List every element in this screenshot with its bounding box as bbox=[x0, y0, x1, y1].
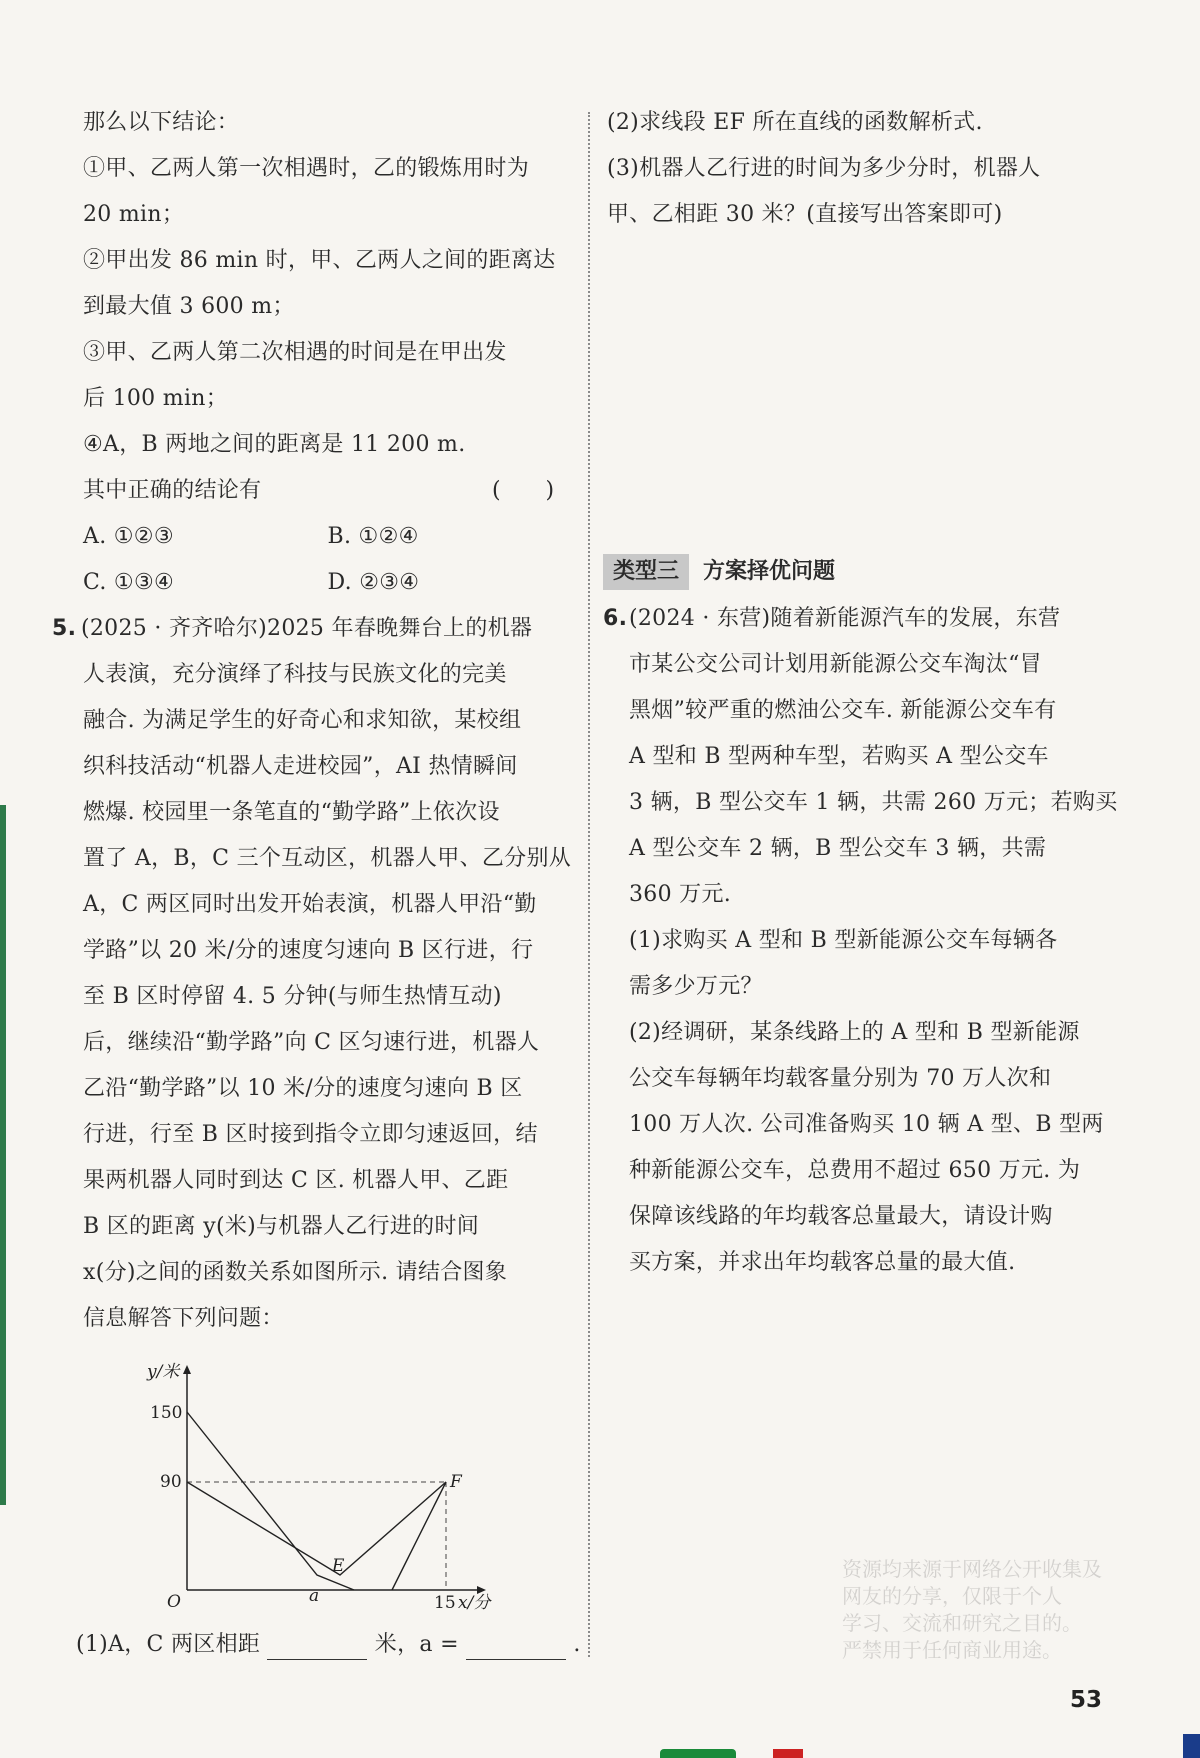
watermark-line: 网友的分享，仅限于个人 bbox=[842, 1584, 1062, 1608]
origin-label: O bbox=[167, 1592, 181, 1612]
y-axis-label: y/米 bbox=[147, 1362, 180, 1382]
right-column-lower bbox=[603, 546, 1167, 1294]
q6-line: 需多少万元？ bbox=[629, 974, 763, 999]
q4-conclusion-1a: ①甲、乙两人第一次相遇时，乙的锻炼用时为 bbox=[83, 156, 530, 181]
q6-line: A 型公交车 2 辆，B 型公交车 3 辆，共需 bbox=[629, 836, 1047, 861]
q5-part-1-text-c: . bbox=[573, 1632, 581, 1657]
q5-line: 置了 A，B，C 三个互动区，机器人甲、乙分别从 bbox=[83, 846, 572, 871]
question-number: 6. bbox=[603, 606, 628, 631]
q5-line: 信息解答下列问题： bbox=[83, 1306, 284, 1331]
q5-line: x(分)之间的函数关系如图所示. 请结合图象 bbox=[83, 1260, 508, 1285]
option-d: D. ②③④ bbox=[327, 570, 420, 595]
q5-line-1: 5. (2025 · 齐齐哈尔)2025 年春晚舞台上的机器 bbox=[52, 614, 572, 660]
q5-line: B 区的距离 y(米)与机器人乙行进的时间 bbox=[83, 1214, 480, 1239]
right-column bbox=[607, 108, 1127, 246]
q5-part-3a: (3)机器人乙行进的时间为多少分时，机器人 bbox=[607, 156, 1041, 181]
q6-line: 保障该线路的年均载客总量最大，请设计购 bbox=[629, 1204, 1053, 1229]
answer-blank-a[interactable] bbox=[466, 1635, 566, 1660]
q6-line: 种新能源公交车，总费用不超过 650 万元. 为 bbox=[629, 1158, 1081, 1183]
watermark-line: 学习、交流和研究之目的。 bbox=[842, 1611, 1082, 1635]
binding-edge bbox=[0, 805, 6, 1505]
q5-line: 行进，行至 B 区时接到指令立即匀速返回，结 bbox=[83, 1122, 538, 1147]
q4-options-row-1 bbox=[52, 522, 572, 568]
q5-line: A，C 两区同时出发开始表演，机器人甲沿“勤 bbox=[83, 892, 537, 917]
section-tag: 类型三 bbox=[603, 554, 689, 590]
q6-line: 3 辆，B 型公交车 1 辆，共需 260 万元；若购买 bbox=[629, 790, 1118, 815]
robot-jia-line-2 bbox=[392, 1482, 446, 1590]
q5-line: 后，继续沿“勤学路”向 C 区匀速行进，机器人 bbox=[83, 1030, 540, 1055]
q4-conclusion-3a: ③甲、乙两人第二次相遇的时间是在甲出发 bbox=[83, 340, 507, 365]
y-axis-arrow-icon bbox=[183, 1365, 191, 1374]
watermark bbox=[842, 1556, 1102, 1664]
q4-ask bbox=[52, 476, 572, 522]
q5-line: 学路”以 20 米/分的速度匀速向 B 区行进，行 bbox=[83, 938, 534, 963]
point-f-label: F bbox=[450, 1472, 462, 1492]
q6-line: 黑烟”较严重的燃油公交车. 新能源公交车有 bbox=[629, 698, 1057, 723]
q6-line: 100 万人次. 公司准备购买 10 辆 A 型、B 型两 bbox=[629, 1112, 1104, 1137]
color-mark-red bbox=[773, 1749, 803, 1758]
q4-conclusion-1b: 20 min； bbox=[83, 202, 185, 227]
q5-part-3b: 甲、乙相距 30 米？(直接写出答案即可) bbox=[607, 202, 1003, 227]
q5-part-1-text-b: 米，a = bbox=[374, 1632, 459, 1657]
q5-line: 乙沿“勤学路”以 10 米/分的速度匀速向 B 区 bbox=[83, 1076, 523, 1101]
q4-conclusion-4: ④A，B 两地之间的距离是 11 200 m. bbox=[83, 432, 466, 457]
q4-intro: 那么以下结论： bbox=[83, 110, 240, 135]
section-heading bbox=[603, 554, 1167, 600]
watermark-line: 资源均来源于网络公开收集及 bbox=[842, 1557, 1102, 1581]
column-divider bbox=[588, 112, 590, 1657]
watermark-line: 严禁用于任何商业用途。 bbox=[842, 1638, 1062, 1662]
q6-line: 市某公交公司计划用新能源公交车淘汰“冒 bbox=[629, 652, 1042, 677]
q4-conclusion-2b: 到最大值 3 600 m； bbox=[83, 294, 295, 319]
q5-part-2: (2)求线段 EF 所在直线的函数解析式. bbox=[607, 110, 983, 135]
q6-line: A 型和 B 型两种车型，若购买 A 型公交车 bbox=[629, 744, 1049, 769]
left-column bbox=[52, 108, 572, 1350]
q5-line: 果两机器人同时到达 C 区. 机器人甲、乙距 bbox=[83, 1168, 509, 1193]
q6-line: 买方案，并求出年均载客总量的最大值. bbox=[629, 1250, 1016, 1275]
option-b: B. ①②④ bbox=[327, 524, 419, 549]
q5-part-1-text-a: (1)A，C 两区相距 bbox=[76, 1632, 261, 1657]
option-a: A. ①②③ bbox=[83, 524, 174, 549]
x-tick-a: a bbox=[309, 1586, 320, 1606]
point-e-label: E bbox=[332, 1556, 345, 1576]
q4-conclusion-3b: 后 100 min； bbox=[83, 386, 229, 411]
q6-line: 公交车每辆年均载客量分别为 70 万人次和 bbox=[629, 1066, 1052, 1091]
robot-jia-line-1 bbox=[187, 1412, 354, 1590]
option-c: C. ①③④ bbox=[83, 570, 175, 595]
q5-line: 融合. 为满足学生的好奇心和求知欲，某校组 bbox=[83, 708, 522, 733]
q6-line-1: 6.(2024 · 东营)随着新能源汽车的发展，东营 bbox=[603, 604, 1167, 650]
q5-line: 织科技活动“机器人走进校园”，AI 热情瞬间 bbox=[83, 754, 518, 779]
q4-options-row-2 bbox=[52, 568, 572, 614]
section-title: 方案择优问题 bbox=[703, 559, 836, 584]
answer-blank-distance[interactable] bbox=[267, 1635, 367, 1660]
q4-ask-text: 其中正确的结论有 bbox=[83, 478, 262, 503]
x-axis-label: x/分 bbox=[458, 1593, 491, 1613]
q5-line: 人表演，充分演绎了科技与民族文化的完美 bbox=[83, 662, 507, 687]
q4-conclusion-2a: ②甲出发 86 min 时，甲、乙两人之间的距离达 bbox=[83, 248, 556, 273]
y-tick-90: 90 bbox=[160, 1472, 182, 1492]
q5-line: 燃爆. 校园里一条笔直的“勤学路”上依次设 bbox=[83, 800, 500, 825]
page-number: 53 bbox=[1070, 1687, 1103, 1713]
function-graph bbox=[62, 1357, 522, 1622]
color-mark-green bbox=[660, 1749, 736, 1758]
q6-line: (2)经调研，某条线路上的 A 型和 B 型新能源 bbox=[629, 1020, 1080, 1045]
x-tick-15: 15 bbox=[434, 1593, 456, 1613]
q6-line: 360 万元. bbox=[629, 882, 732, 907]
q5-line: 至 B 区时停留 4. 5 分钟(与师生热情互动) bbox=[83, 984, 502, 1009]
answer-parenthesis: ( ) bbox=[492, 478, 555, 503]
q6-line: (1)求购买 A 型和 B 型新能源公交车每辆各 bbox=[629, 928, 1058, 953]
question-number: 5. bbox=[52, 616, 77, 641]
q5-part-1 bbox=[76, 1630, 581, 1676]
color-mark-blue bbox=[1183, 1734, 1200, 1758]
y-tick-150: 150 bbox=[150, 1403, 183, 1423]
